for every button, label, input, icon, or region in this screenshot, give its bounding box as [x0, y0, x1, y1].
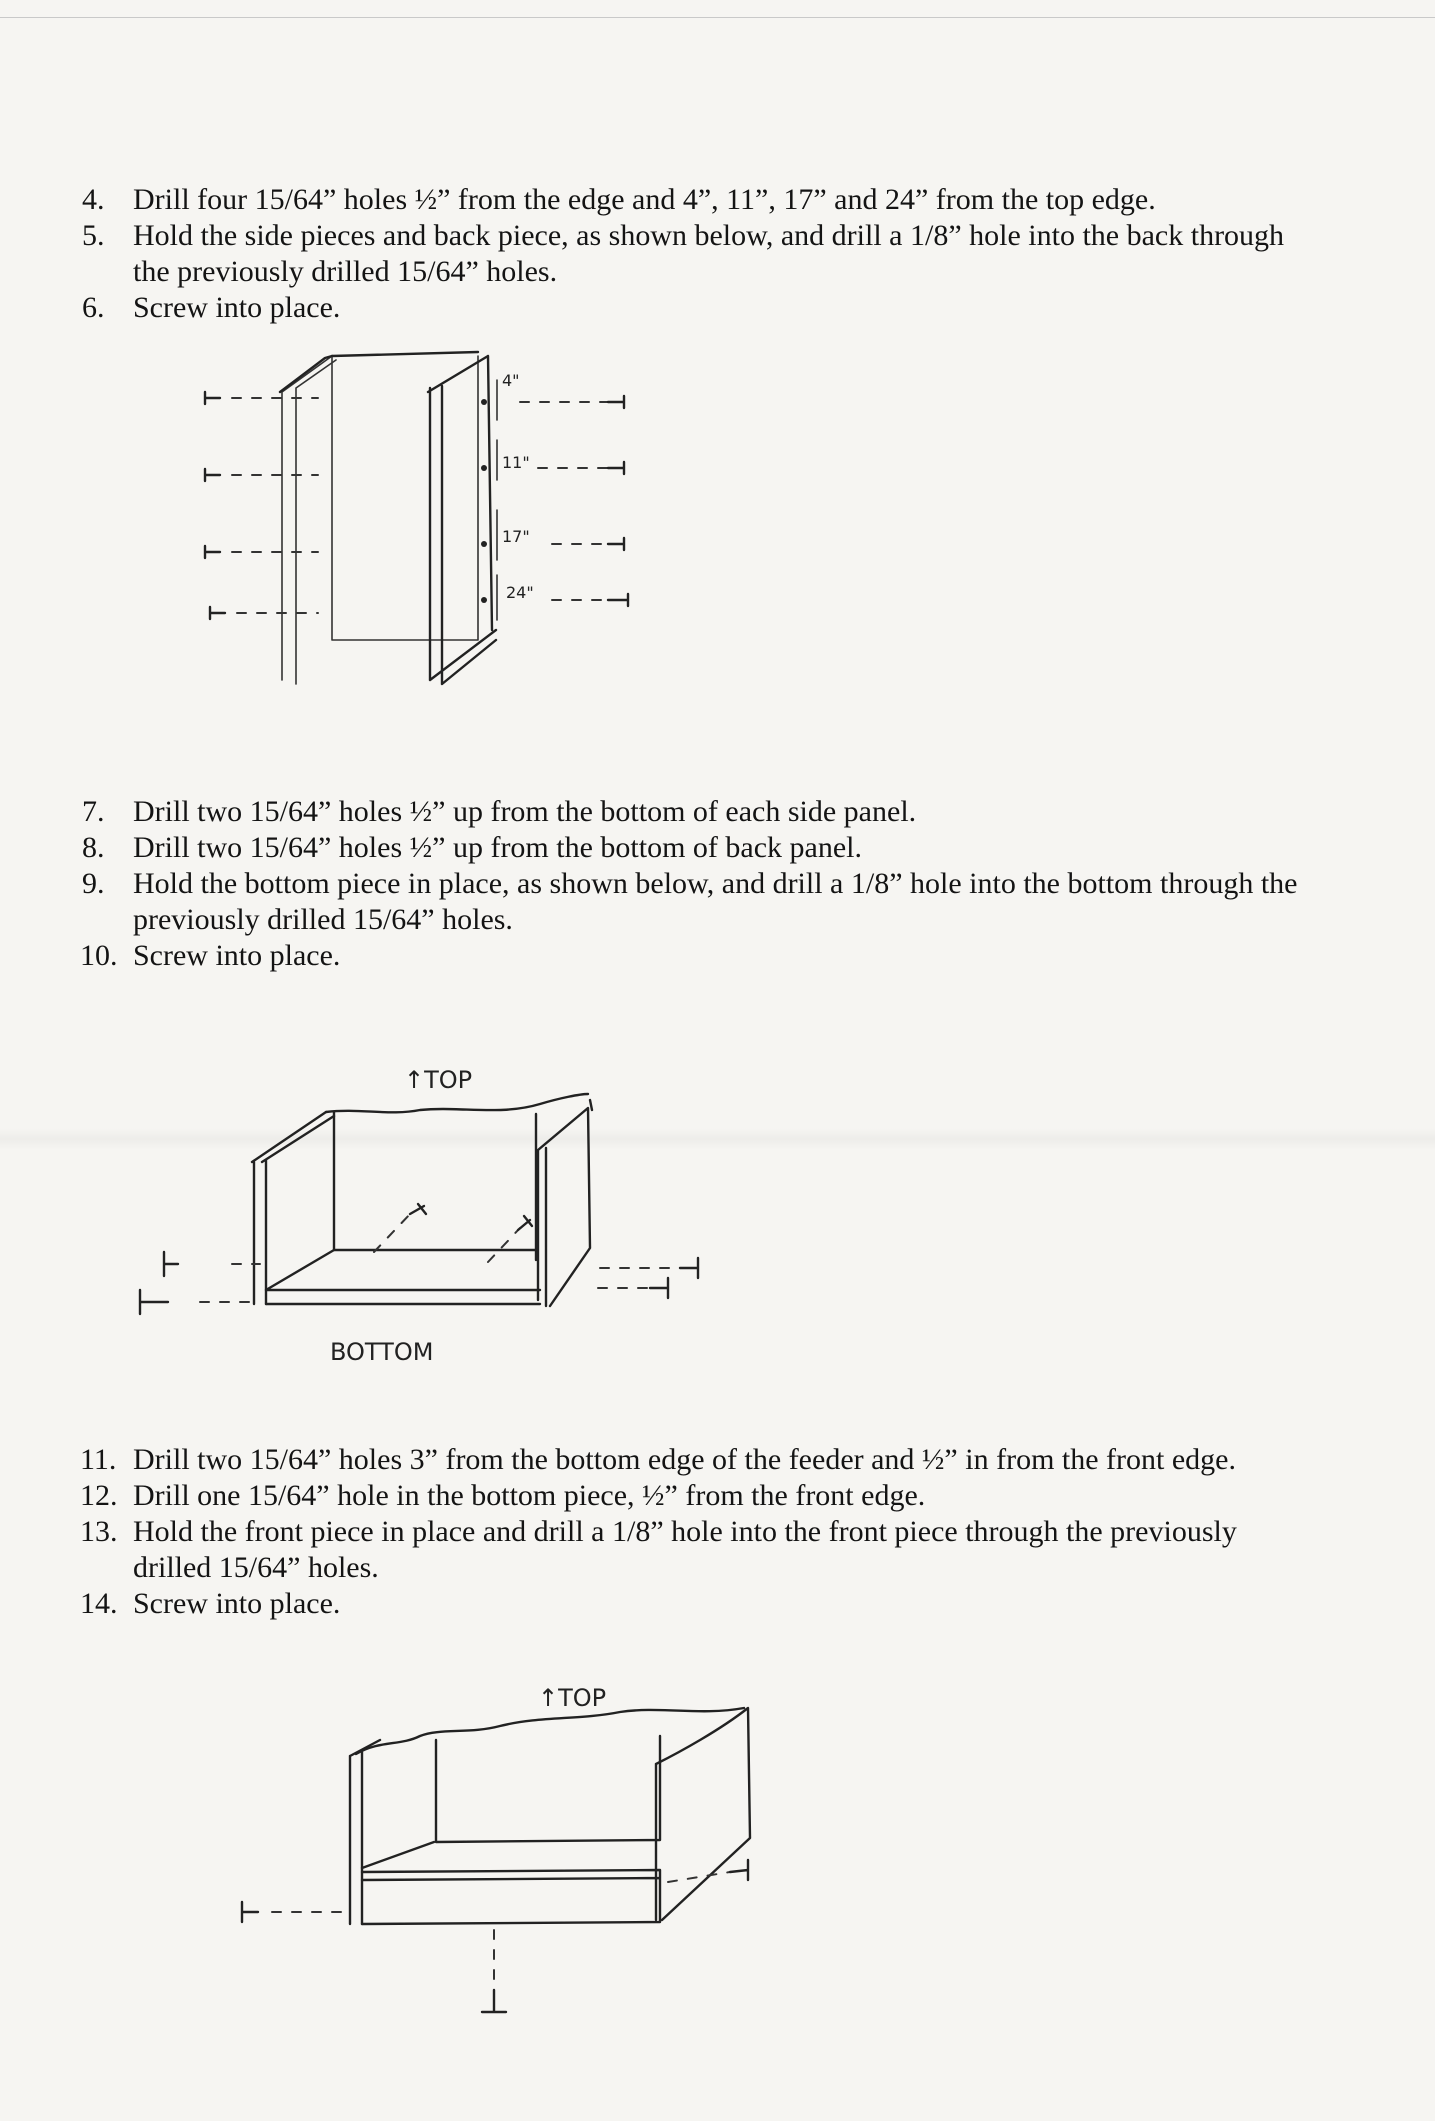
step-text: Drill four 15/64” holes ½” from the edge and 4”, 11”, 17” and 24” from the top edge. — [133, 183, 1156, 216]
bottom-screws — [140, 1204, 698, 1314]
left-side-panel — [350, 1740, 380, 1924]
label-24in: 24" — [506, 583, 534, 602]
label-top: ↑TOP — [538, 1684, 607, 1712]
step-number: 10. — [80, 939, 118, 972]
left-screws — [205, 392, 318, 619]
bottom-piece — [266, 1250, 540, 1304]
step-text: Drill two 15/64” holes ½” up from the bottom of back panel. — [133, 831, 863, 864]
step-item — [0, 830, 1435, 866]
label-17in: 17" — [502, 527, 530, 546]
step-text: Drill two 15/64” holes ½” up from the bottom of each side panel. — [133, 795, 917, 828]
step-text: Screw into place. — [133, 1587, 341, 1620]
page-top-edge — [0, 17, 1435, 18]
step-item — [0, 218, 1435, 290]
back-panel — [332, 352, 478, 640]
step-text: Screw into place. — [133, 291, 341, 324]
steps-group-1 — [0, 182, 1435, 326]
label-top: ↑TOP — [404, 1066, 473, 1094]
step-number: 6. — [82, 291, 105, 324]
front-screws — [242, 1860, 748, 2012]
step-number: 13. — [80, 1515, 118, 1548]
step-item — [0, 182, 1435, 218]
label-11in: 11" — [502, 453, 530, 472]
step-item — [0, 794, 1435, 830]
step-text: Hold the front piece in place and drill a 1/8” hole into the front piece through the previously drilled 15/64” holes. — [133, 1515, 1237, 1584]
label-bottom: BOTTOM — [330, 1338, 434, 1366]
step-item — [0, 1586, 1435, 1622]
step-text: Hold the bottom piece in place, as shown below, and drill a 1/8” hole into the bottom through the previously drilled 15/64” holes. — [133, 867, 1298, 936]
step-text: Drill one 15/64” hole in the bottom piece, ½” from the front edge. — [133, 1479, 926, 1512]
step-text: Screw into place. — [133, 939, 341, 972]
side-panel-right — [428, 356, 496, 684]
paper-fold-crease — [0, 1128, 1435, 1150]
back-panel — [436, 1736, 660, 1842]
side-panel-left — [280, 356, 336, 684]
step-number: 11. — [80, 1443, 117, 1476]
step-number: 12. — [80, 1479, 118, 1512]
steps-group-3 — [0, 1442, 1435, 1622]
right-screws — [481, 380, 628, 620]
label-4in: 4" — [502, 371, 520, 390]
step-number: 4. — [82, 183, 105, 216]
step-text: Hold the side pieces and back piece, as shown below, and drill a 1/8” hole into the back through the previously drilled 15/64” holes. — [133, 219, 1285, 288]
step-item — [0, 1514, 1435, 1586]
step-item — [0, 1478, 1435, 1514]
step-number: 8. — [82, 831, 105, 864]
step-text: Drill two 15/64” holes 3” from the bottom edge of the feeder and ½” in from the front edge. — [133, 1443, 1236, 1476]
step-number: 14. — [80, 1587, 118, 1620]
right-side-panel — [656, 1708, 750, 1920]
step-item — [0, 1442, 1435, 1478]
top-edge — [356, 1708, 744, 1754]
step-item — [0, 290, 1435, 326]
step-number: 7. — [82, 795, 105, 828]
front-piece — [362, 1842, 660, 1924]
step-number: 5. — [82, 219, 105, 252]
step-number: 9. — [82, 867, 105, 900]
steps-group-2 — [0, 794, 1435, 974]
back-panel — [326, 1094, 588, 1260]
step-item — [0, 938, 1435, 974]
step-item — [0, 866, 1435, 938]
